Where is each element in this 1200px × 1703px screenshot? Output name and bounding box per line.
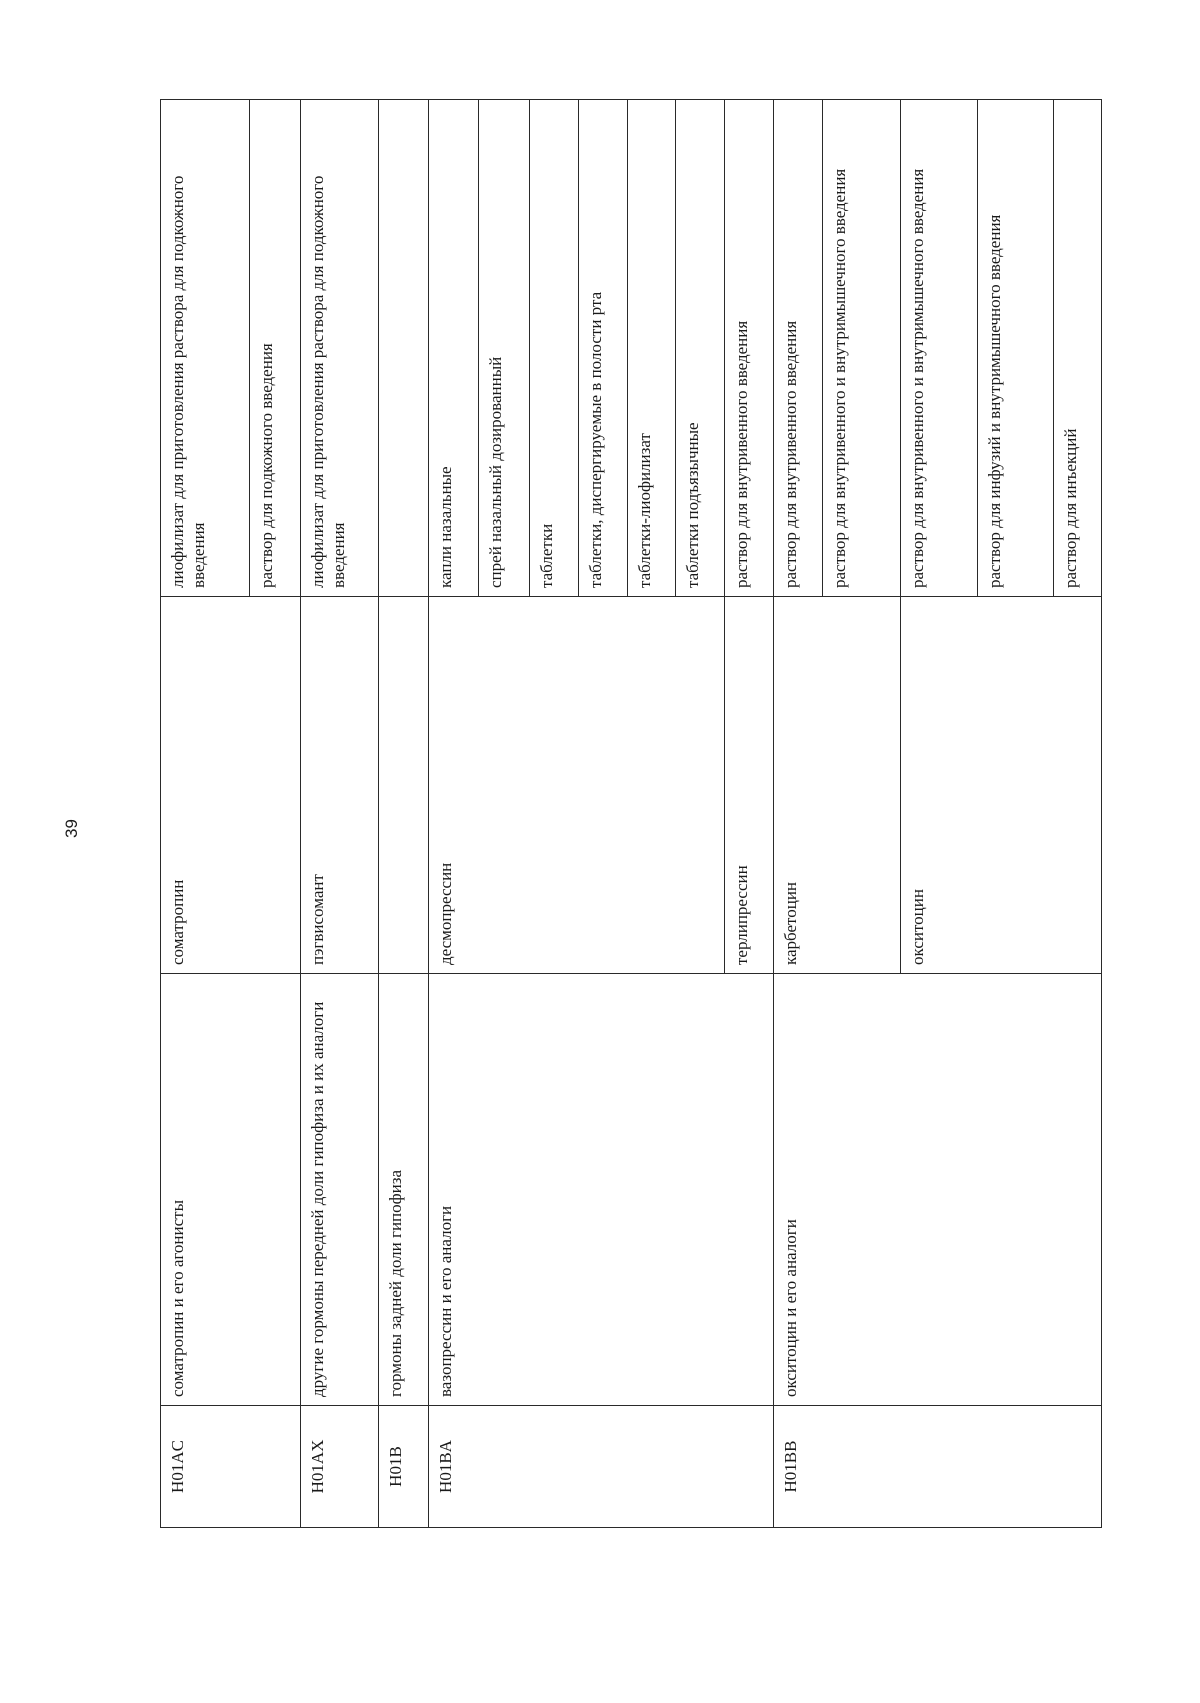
medication-table-container xyxy=(160,100,1102,1528)
atc-group: соматропин и его агонисты xyxy=(161,974,301,1406)
drug-name: соматропин xyxy=(161,597,301,974)
drug-name: десмопрессин xyxy=(429,597,725,974)
medication-table xyxy=(160,99,1102,1528)
drug-name: пэгвисомант xyxy=(300,597,378,974)
drug-name: окситоцин xyxy=(901,597,1102,974)
dosage-form xyxy=(379,100,429,597)
atc-group: другие гормоны передней доли гипофиза и их аналоги xyxy=(300,974,378,1406)
atc-code: H01BA xyxy=(429,1406,774,1528)
dosage-form: таблетки xyxy=(529,100,578,597)
dosage-form: спрей назальный дозированный xyxy=(478,100,529,597)
dosage-form: раствор для внутривенного и внутримышечного введения xyxy=(901,100,978,597)
table-row xyxy=(774,100,823,1528)
dosage-form: таблетки подъязычные xyxy=(676,100,725,597)
dosage-form: раствор для внутривенного введения xyxy=(774,100,823,597)
dosage-form: раствор для внутривенного и внутримышечного введения xyxy=(822,100,900,597)
dosage-form: капли назальные xyxy=(429,100,479,597)
drug-name: терлипрессин xyxy=(725,597,774,974)
dosage-form: лиофилизат для приготовления раствора для подкожного введения xyxy=(300,100,378,597)
dosage-form: раствор для внутривенного введения xyxy=(725,100,774,597)
dosage-form: раствор для инфузий и внутримышечного введения xyxy=(978,100,1054,597)
atc-group: вазопрессин и его аналоги xyxy=(429,974,774,1406)
table-row xyxy=(300,100,378,1528)
drug-name xyxy=(379,597,429,974)
dosage-form: таблетки-лиофилизат xyxy=(627,100,676,597)
dosage-form: раствор для подкожного введения xyxy=(249,100,300,597)
atc-code: H01BB xyxy=(774,1406,1102,1528)
table-row xyxy=(161,100,250,1528)
table-row xyxy=(379,100,429,1528)
drug-name: карбетоцин xyxy=(774,597,901,974)
dosage-form: раствор для инъекций xyxy=(1054,100,1102,597)
table-row xyxy=(429,100,479,1528)
atc-group: гормоны задней доли гипофиза xyxy=(379,974,429,1406)
dosage-form: лиофилизат для приготовления раствора для подкожного введения xyxy=(161,100,250,597)
atc-group: окситоцин и его аналоги xyxy=(774,974,1102,1406)
dosage-form: таблетки, диспергируемые в полости рта xyxy=(578,100,627,597)
atc-code: H01B xyxy=(379,1406,429,1528)
atc-code: H01AC xyxy=(161,1406,301,1528)
page-number: 39 xyxy=(62,819,81,838)
atc-code: H01AX xyxy=(300,1406,378,1528)
